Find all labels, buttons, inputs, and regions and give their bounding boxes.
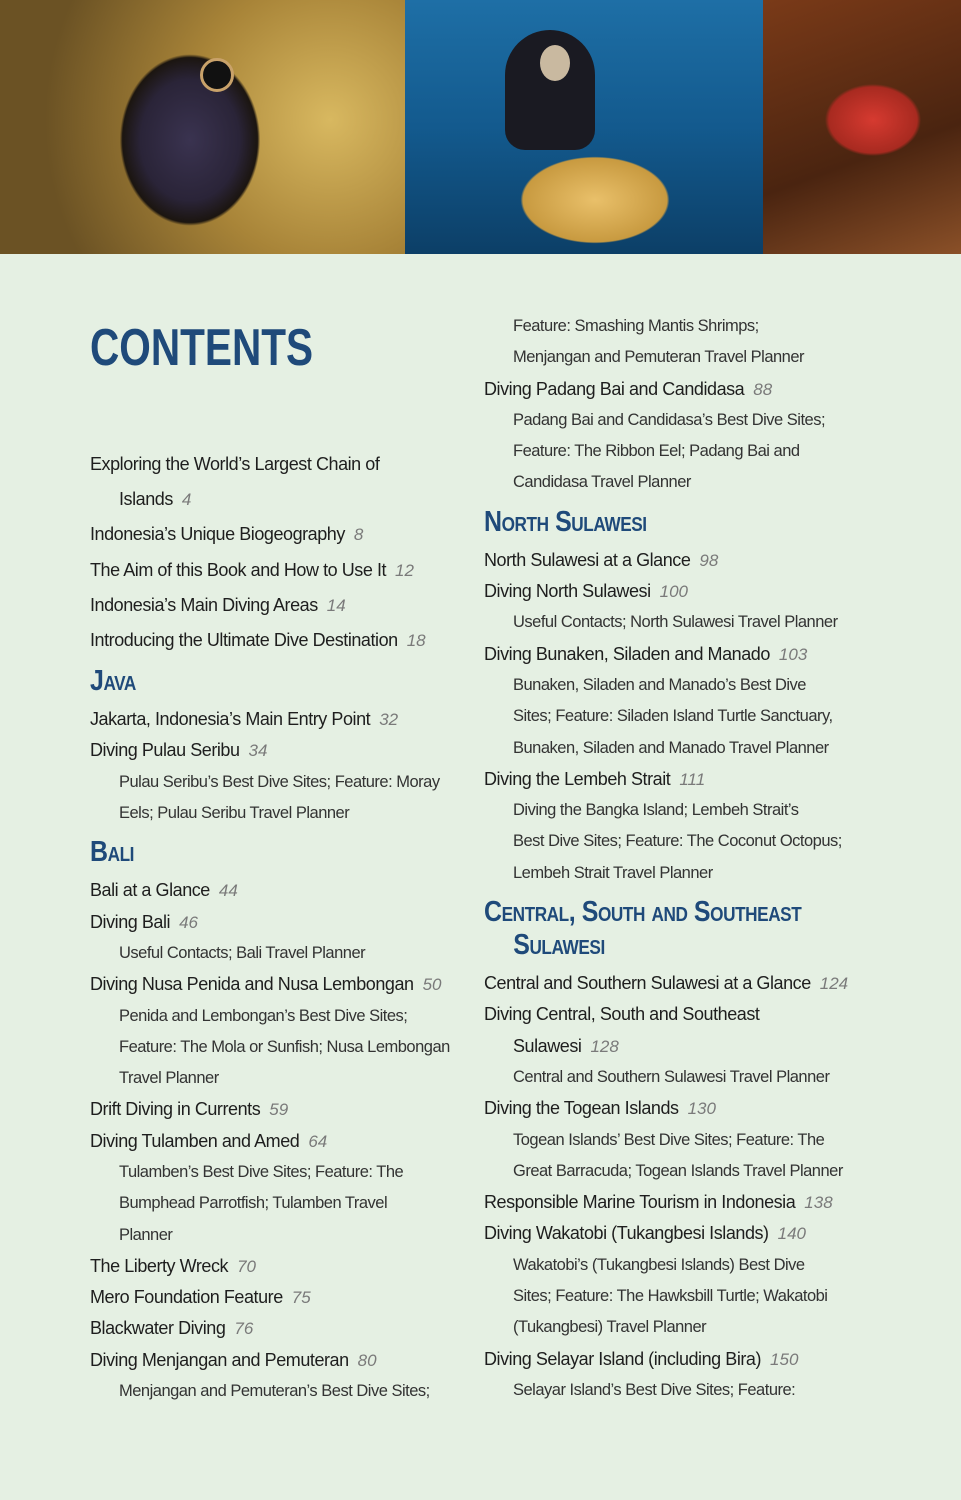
- toc-subentry: [484, 467, 864, 498]
- entry-title: Introducing the Ultimate Dive Destination: [90, 629, 398, 650]
- page-number: 76: [234, 1319, 254, 1339]
- toc-subentry: [484, 1312, 864, 1343]
- page-number: 103: [778, 644, 808, 664]
- entry-title: Diving North Sulawesi: [484, 581, 651, 602]
- page-number: 59: [269, 1100, 289, 1120]
- entry-title: Diving Selayar Island (including Bira): [484, 1348, 762, 1369]
- section-heading: [484, 889, 811, 968]
- entry-title: Diving the Bangka Island; Lembeh Strait’s: [513, 801, 799, 820]
- toc-subentry: [484, 1156, 864, 1187]
- section-heading-line: Java: [90, 665, 136, 698]
- toc-subentry: [484, 858, 864, 889]
- entry-title: Diving Menjangan and Pemuteran: [90, 1349, 349, 1370]
- page-number: 34: [248, 741, 268, 761]
- toc-entry[interactable]: [90, 623, 465, 658]
- page-number: 88: [753, 379, 773, 399]
- toc-entry[interactable]: [484, 576, 864, 607]
- page-number: 4: [181, 490, 192, 510]
- toc-entry[interactable]: [484, 1344, 864, 1375]
- toc-subentry: [90, 1001, 465, 1032]
- entry-title: Eels; Pulau Seribu Travel Planner: [119, 804, 350, 823]
- page-number: 18: [406, 630, 426, 650]
- entry-title: Responsible Marine Tourism in Indonesia: [484, 1192, 796, 1213]
- toc-subentry: [484, 405, 864, 436]
- entry-title: Mero Foundation Feature: [90, 1287, 283, 1308]
- entry-title: Diving Padang Bai and Candidasa: [484, 378, 745, 399]
- entry-title: Feature: The Ribbon Eel; Padang Bai and: [513, 442, 800, 461]
- entry-title: Indonesia’s Main Diving Areas: [90, 594, 318, 615]
- toc-subentry: [90, 1157, 465, 1188]
- entry-title: Bunaken, Siladen and Manado Travel Planner: [513, 738, 829, 757]
- page-number: 150: [770, 1349, 799, 1369]
- section-heading-line: North Sulawesi: [484, 505, 647, 538]
- page-number: 64: [308, 1131, 328, 1151]
- toc-subentry: [484, 436, 864, 467]
- toc-entry[interactable]: [484, 1093, 864, 1124]
- entry-title: Feature: Smashing Mantis Shrimps;: [513, 317, 759, 335]
- diver-mask: [540, 45, 570, 81]
- toc-subentry: [90, 1376, 465, 1407]
- entry-title: The Liberty Wreck: [90, 1255, 229, 1276]
- entry-title: Selayar Island’s Best Dive Sites; Feature:: [513, 1380, 796, 1399]
- toc-entry[interactable]: [90, 735, 465, 766]
- section-heading-line: Sulawesi: [513, 929, 605, 962]
- toc-entry[interactable]: [484, 545, 864, 576]
- entry-title: Sulawesi: [513, 1035, 582, 1056]
- entry-title: Diving Pulau Seribu: [90, 740, 240, 761]
- toc-entry[interactable]: [90, 969, 465, 1000]
- toc-subentry: [484, 670, 864, 701]
- entry-title: Central and Southern Sulawesi Travel Planner: [513, 1067, 830, 1086]
- toc-entry[interactable]: [90, 1251, 465, 1282]
- toc-entry[interactable]: [90, 907, 465, 938]
- entry-title: Useful Contacts; Bali Travel Planner: [119, 943, 366, 962]
- toc-subentry: [484, 1250, 864, 1281]
- entry-title: Diving Bunaken, Siladen and Manado: [484, 643, 770, 664]
- toc-entry[interactable]: [484, 374, 864, 405]
- entry-title: Great Barracuda; Togean Islands Travel Planner: [513, 1161, 843, 1180]
- toc-subentry: [484, 1125, 864, 1156]
- entry-title: Diving the Lembeh Strait: [484, 768, 671, 789]
- entry-title: Islands: [119, 489, 173, 510]
- page-number: 98: [699, 550, 719, 570]
- entry-title: Padang Bai and Candidasa’s Best Dive Sites;: [513, 410, 826, 429]
- entry-title: Useful Contacts; North Sulawesi Travel Planner: [513, 613, 838, 632]
- toc-subentry: [484, 701, 864, 732]
- entry-title: Bunaken, Siladen and Manado’s Best Dive: [513, 675, 806, 694]
- section-heading-line: Bali: [90, 836, 135, 869]
- entry-title: Diving Tulamben and Amed: [90, 1130, 300, 1151]
- toc-subentry: [484, 1062, 864, 1093]
- toc-entry[interactable]: [484, 968, 864, 999]
- entry-title: Exploring the World’s Largest Chain of: [90, 454, 380, 474]
- entry-title: Indonesia’s Unique Biogeography: [90, 524, 345, 545]
- toc-subentry: [484, 342, 864, 373]
- entry-title: (Tukangbesi) Travel Planner: [513, 1318, 707, 1337]
- page-number: 100: [659, 582, 688, 602]
- entry-title: Penida and Lembongan’s Best Dive Sites;: [119, 1006, 408, 1025]
- entry-title: Blackwater Diving: [90, 1318, 226, 1339]
- toc-subentry: [90, 1220, 465, 1251]
- toc-subentry: [484, 733, 864, 764]
- page-number: 50: [422, 975, 442, 995]
- entry-title: Sites; Feature: Siladen Island Turtle Sanctuary,: [513, 707, 833, 726]
- entry-title: Jakarta, Indonesia’s Main Entry Point: [90, 709, 371, 730]
- entry-title: Sites; Feature: The Hawksbill Turtle; Wakatobi: [513, 1287, 828, 1306]
- entry-title: Bumphead Parrotfish; Tulamben Travel: [119, 1194, 388, 1213]
- page-number: 75: [291, 1288, 311, 1308]
- entry-title: The Aim of this Book and How to Use It: [90, 559, 387, 580]
- entry-title: Menjangan and Pemuteran Travel Planner: [513, 348, 805, 367]
- toc-entry[interactable]: [484, 999, 864, 1030]
- toc-subentry: [484, 607, 864, 638]
- toc-subentry: [484, 311, 864, 342]
- page-number: 138: [804, 1193, 833, 1213]
- page-number: 12: [395, 560, 414, 580]
- page-number: 14: [326, 595, 346, 615]
- section-heading-line: Central, South and Southeast: [484, 896, 802, 929]
- page-number: 70: [237, 1256, 256, 1276]
- fish-eye: [200, 58, 234, 92]
- entry-title: Diving Wakatobi (Tukangbesi Islands): [484, 1223, 769, 1244]
- entry-title: Diving Bali: [90, 911, 171, 932]
- toc-entry[interactable]: [90, 482, 465, 517]
- toc-entry[interactable]: [484, 639, 864, 670]
- section-heading: [484, 499, 811, 545]
- entry-title: Feature: The Mola or Sunfish; Nusa Lembongan: [119, 1037, 450, 1056]
- entry-title: Travel Planner: [119, 1069, 219, 1088]
- toc-subentry: [484, 826, 864, 857]
- toc-entry[interactable]: [90, 1094, 465, 1125]
- toc-entry[interactable]: [90, 875, 465, 906]
- toc-entry[interactable]: [90, 1313, 465, 1344]
- page-title: CONTENTS: [90, 319, 314, 377]
- toc-entry[interactable]: [90, 1126, 465, 1157]
- toc-entry[interactable]: [484, 1218, 864, 1249]
- page-number: 32: [379, 710, 399, 730]
- entry-title: Wakatobi’s (Tukangbesi Islands) Best Dive: [513, 1255, 805, 1274]
- toc-subentry: [484, 795, 864, 826]
- toc-subentry: [484, 1281, 864, 1312]
- toc-subentry: [90, 938, 465, 969]
- entry-title: Candidasa Travel Planner: [513, 473, 691, 492]
- page-number: 140: [777, 1224, 806, 1244]
- toc-entry[interactable]: [484, 764, 864, 795]
- toc-entry[interactable]: [90, 553, 465, 588]
- toc-subentry: [90, 767, 465, 798]
- entry-title: Diving Central, South and Southeast: [484, 1004, 760, 1025]
- entry-title: Bali at a Glance: [90, 880, 210, 901]
- page-number: 124: [819, 974, 849, 994]
- toc-subentry: [90, 1032, 465, 1063]
- toc-entry[interactable]: [90, 517, 465, 552]
- entry-title: Pulau Seribu’s Best Dive Sites; Feature: Moray: [119, 772, 440, 791]
- blenny-photo: [0, 0, 405, 254]
- shrimp-photo: [763, 0, 961, 254]
- page-number: 46: [179, 912, 199, 932]
- toc-subentry: [90, 1063, 465, 1094]
- entry-title: Togean Islands’ Best Dive Sites; Feature: The: [513, 1130, 825, 1149]
- toc-entry[interactable]: [90, 704, 465, 735]
- toc-entry[interactable]: [90, 1345, 465, 1376]
- section-heading: [90, 658, 413, 704]
- toc-left-column: [90, 447, 465, 1407]
- toc-subentry: [90, 1188, 465, 1219]
- toc-subentry: [90, 798, 465, 829]
- entry-title: Lembeh Strait Travel Planner: [513, 863, 713, 882]
- page-number: 130: [687, 1099, 716, 1119]
- toc-entry[interactable]: [90, 1282, 465, 1313]
- toc-entry[interactable]: [90, 447, 465, 482]
- entry-title: Planner: [119, 1225, 173, 1244]
- entry-title: Diving the Togean Islands: [484, 1098, 679, 1119]
- entry-title: Best Dive Sites; Feature: The Coconut Octopus;: [513, 832, 842, 851]
- entry-title: Diving Nusa Penida and Nusa Lembongan: [90, 974, 414, 995]
- entry-title: Drift Diving in Currents: [90, 1099, 261, 1120]
- header-photo-strip: [0, 0, 961, 254]
- toc-entry[interactable]: [484, 1187, 864, 1218]
- diver-photo: [405, 0, 763, 254]
- entry-title: Tulamben’s Best Dive Sites; Feature: The: [119, 1162, 404, 1181]
- entry-title: Menjangan and Pemuteran’s Best Dive Sites;: [119, 1382, 430, 1401]
- entry-title: North Sulawesi at a Glance: [484, 549, 691, 570]
- toc-entry[interactable]: [90, 588, 465, 623]
- page-number: 128: [590, 1036, 619, 1056]
- section-heading: [90, 829, 413, 875]
- page-number: 44: [218, 881, 238, 901]
- toc-subentry: [484, 1375, 864, 1406]
- page-number: 111: [679, 769, 706, 789]
- entry-title: Central and Southern Sulawesi at a Glance: [484, 973, 811, 994]
- toc-entry[interactable]: [484, 1031, 864, 1062]
- toc-right-column: [484, 311, 864, 1406]
- page-number: 8: [353, 525, 364, 545]
- page-number: 80: [357, 1350, 377, 1370]
